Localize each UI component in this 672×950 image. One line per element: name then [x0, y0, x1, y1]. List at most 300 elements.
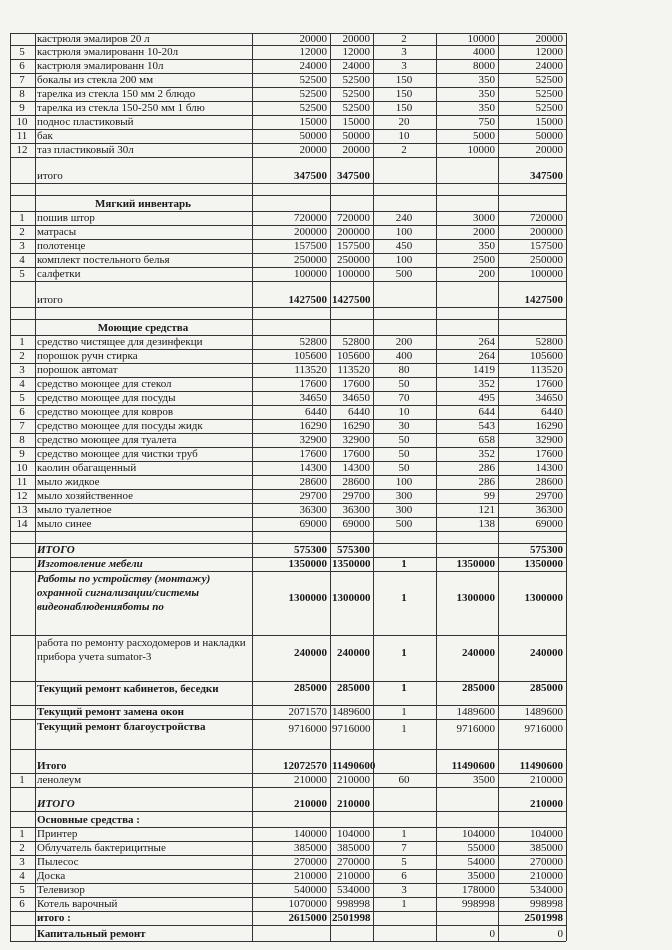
item-name: итого :: [37, 912, 71, 924]
item-name: средство моющее для посуды: [37, 392, 176, 404]
row-number: [12, 760, 32, 772]
planned-amount: 210000: [294, 870, 327, 882]
planned-amount: 720000: [294, 212, 327, 224]
planned-amount: 17600: [299, 448, 327, 460]
row-number: 11: [16, 476, 28, 488]
unit-price: 104000: [462, 828, 495, 840]
approved-amount: 20000: [342, 33, 370, 45]
total-amount: 1300000: [524, 592, 563, 604]
unit-price: 750: [478, 116, 495, 128]
total-amount: 32900: [535, 434, 563, 446]
quantity: 50: [398, 462, 410, 474]
unit-price: 1489600: [456, 706, 495, 718]
quantity: 1: [401, 828, 407, 840]
quantity: [375, 531, 433, 543]
quantity: 80: [398, 364, 410, 376]
item-name: порошок автомат: [37, 364, 118, 376]
row-number: [12, 307, 32, 319]
planned-amount: 28600: [299, 476, 327, 488]
approved-amount: 210000: [337, 870, 370, 882]
unit-price: 1300000: [456, 592, 495, 604]
unit-price: 1419: [473, 364, 495, 376]
grid-line-h: [10, 941, 566, 942]
row-number: 14: [16, 518, 28, 530]
unit-price: 285000: [462, 682, 495, 694]
total-amount: 34650: [535, 392, 563, 404]
planned-amount: 105600: [294, 350, 327, 362]
grid-line-h: [10, 925, 566, 926]
total-amount: [500, 183, 563, 195]
total-amount: 534000: [530, 884, 563, 896]
total-amount: 11490600: [519, 760, 563, 772]
row-number: 1: [19, 336, 25, 348]
total-amount: 17600: [535, 378, 563, 390]
total-amount: 50000: [535, 130, 563, 142]
total-amount: 20000: [535, 33, 563, 45]
item-name: пошив штор: [37, 212, 95, 224]
item-name: средство моющее для туалета: [37, 434, 177, 446]
item-name: ленолеум: [37, 774, 82, 786]
approved-amount: 240000: [337, 647, 370, 659]
total-amount: 100000: [530, 268, 563, 280]
unit-price: [438, 307, 495, 319]
planned-amount: [254, 307, 327, 319]
total-amount: 210000: [530, 798, 563, 810]
approved-amount: 575300: [337, 544, 370, 556]
item-name: [37, 531, 249, 543]
item-name: Капитальный ремонт: [37, 928, 146, 940]
quantity: 30: [398, 420, 410, 432]
total-amount: 385000: [530, 842, 563, 854]
planned-amount: 32900: [299, 434, 327, 446]
grid-line-v: [498, 33, 499, 941]
total-amount: 157500: [530, 240, 563, 252]
row-number: 4: [19, 378, 25, 390]
planned-amount: 16290: [299, 420, 327, 432]
row-number: 6: [19, 898, 25, 910]
approved-amount: 100000: [337, 268, 370, 280]
unit-price: 10000: [467, 144, 495, 156]
planned-amount: 29700: [299, 490, 327, 502]
unit-price: [438, 544, 495, 556]
approved-amount: 210000: [337, 798, 370, 810]
item-name: средство чистящее для дезинфекци: [37, 336, 203, 348]
unit-price: 54000: [467, 856, 495, 868]
item-name: Мягкий инвентарь: [95, 198, 191, 210]
row-number: [12, 723, 32, 735]
unit-price: 352: [478, 448, 495, 460]
item-name: мыло жидкое: [37, 476, 100, 488]
planned-amount: 20000: [299, 33, 327, 45]
approved-amount: 9716000: [332, 723, 371, 735]
quantity: 300: [395, 504, 413, 516]
quantity: [375, 322, 433, 334]
row-number: 10: [16, 116, 28, 128]
row-number: [12, 682, 32, 694]
planned-amount: 113520: [294, 364, 327, 376]
grid-line-h: [10, 281, 566, 282]
unit-price: 138: [478, 518, 495, 530]
quantity: [375, 760, 433, 772]
row-number: 7: [19, 74, 25, 86]
approved-amount: [332, 307, 370, 319]
total-amount: 347500: [530, 170, 563, 182]
quantity: 150: [395, 88, 413, 100]
item-name: итого: [37, 170, 63, 182]
row-number: 6: [19, 406, 25, 418]
quantity: 50: [398, 378, 410, 390]
grid-line-v: [330, 33, 331, 941]
unit-price: 286: [478, 476, 495, 488]
unit-price: 350: [478, 74, 495, 86]
unit-price: 350: [478, 88, 495, 100]
quantity: 500: [395, 268, 413, 280]
row-number: [12, 322, 32, 334]
planned-amount: 250000: [294, 254, 327, 266]
row-number: [12, 558, 32, 570]
planned-amount: 1070000: [288, 898, 327, 910]
row-number: 9: [19, 448, 25, 460]
planned-amount: 12072570: [283, 760, 327, 772]
quantity: 10: [398, 130, 410, 142]
item-name: кастрюля эмалированн 10-20л: [37, 46, 179, 58]
approved-amount: 50000: [342, 130, 370, 142]
item-name: средство моющее для стекол: [37, 378, 172, 390]
unit-price: 658: [478, 434, 495, 446]
row-number: [12, 592, 32, 604]
quantity: 100: [395, 226, 413, 238]
row-number: 11: [16, 130, 28, 142]
quantity: [375, 798, 433, 810]
approved-amount: 17600: [342, 448, 370, 460]
unit-price: [438, 531, 495, 543]
total-amount: 285000: [530, 682, 563, 694]
total-amount: 9716000: [524, 723, 563, 735]
approved-amount: 2501998: [332, 912, 371, 924]
row-number: 5: [19, 46, 25, 58]
planned-amount: 52800: [299, 336, 327, 348]
planned-amount: [254, 531, 327, 543]
planned-amount: 6440: [305, 406, 327, 418]
quantity: 6: [401, 870, 407, 882]
quantity: 450: [395, 240, 413, 252]
total-amount: 69000: [535, 518, 563, 530]
planned-amount: 15000: [299, 116, 327, 128]
unit-price: 10000: [467, 33, 495, 45]
approved-amount: 534000: [337, 884, 370, 896]
total-amount: 52500: [535, 102, 563, 114]
item-name: Моющие средства: [97, 322, 189, 334]
planned-amount: 240000: [294, 647, 327, 659]
item-name: ИТОГО: [37, 798, 75, 810]
planned-amount: 12000: [299, 46, 327, 58]
item-name: Основные средства :: [37, 814, 140, 826]
quantity: 60: [398, 774, 410, 786]
item-name: кастрюля эмалиров 20 л: [37, 33, 150, 45]
row-number: 4: [19, 254, 25, 266]
approved-amount: 347500: [337, 170, 370, 182]
item-name: тарелка из стекла 150-250 мм 1 блю: [37, 102, 205, 114]
item-name: мыло туалетное: [37, 504, 112, 516]
row-number: 10: [16, 462, 28, 474]
quantity: 1: [401, 706, 407, 718]
item-name: каолин обагащенный: [37, 462, 137, 474]
total-amount: [500, 814, 563, 826]
total-amount: [500, 531, 563, 543]
quantity: [375, 294, 433, 306]
unit-price: 99: [484, 490, 495, 502]
total-amount: 2501998: [524, 912, 563, 924]
total-amount: 1427500: [524, 294, 563, 306]
row-number: 3: [19, 856, 25, 868]
planned-amount: [254, 183, 327, 195]
approved-amount: 12000: [342, 46, 370, 58]
unit-price: 2000: [473, 226, 495, 238]
planned-amount: 9716000: [288, 723, 327, 735]
planned-amount: 24000: [299, 60, 327, 72]
quantity: 3: [401, 60, 407, 72]
row-number: [12, 647, 32, 659]
quantity: 1: [401, 592, 407, 604]
row-number: 9: [19, 102, 25, 114]
planned-amount: 210000: [294, 798, 327, 810]
quantity: 150: [395, 74, 413, 86]
quantity: 1: [401, 723, 407, 735]
unit-price: 350: [478, 102, 495, 114]
row-number: 1: [19, 212, 25, 224]
unit-price: 9716000: [456, 723, 495, 735]
item-name: Принтер: [37, 828, 78, 840]
row-number: 3: [19, 240, 25, 252]
item-name: Облучатель бактерицитные: [37, 842, 166, 854]
approved-amount: 1427500: [332, 294, 371, 306]
planned-amount: [254, 198, 327, 210]
planned-amount: [254, 814, 327, 826]
approved-amount: 113520: [337, 364, 370, 376]
planned-amount: 210000: [294, 774, 327, 786]
approved-amount: 36300: [342, 504, 370, 516]
total-amount: 200000: [530, 226, 563, 238]
grid-line-h: [10, 195, 566, 196]
approved-amount: 157500: [337, 240, 370, 252]
unit-price: 5000: [473, 130, 495, 142]
item-name: работа по ремонту расходомеров и накладки прибора учета sumator-3: [37, 637, 246, 663]
item-name: комплект постельного белья: [37, 254, 170, 266]
item-name: ИТОГО: [37, 544, 75, 556]
total-amount: 52500: [535, 74, 563, 86]
approved-amount: 24000: [342, 60, 370, 72]
planned-amount: 20000: [299, 144, 327, 156]
unit-price: [438, 814, 495, 826]
total-amount: 6440: [541, 406, 563, 418]
item-name: средство моющее для ковров: [37, 406, 174, 418]
row-number: [12, 544, 32, 556]
unit-price: [438, 798, 495, 810]
planned-amount: 2615000: [288, 912, 327, 924]
total-amount: 29700: [535, 490, 563, 502]
total-amount: 250000: [530, 254, 563, 266]
row-number: 8: [19, 434, 25, 446]
item-name: таз пластиковый 30л: [37, 144, 134, 156]
quantity: 20: [398, 116, 410, 128]
planned-amount: 52500: [299, 102, 327, 114]
item-name: бокалы из стекла 200 мм: [37, 74, 154, 86]
unit-price: 352: [478, 378, 495, 390]
row-number: 5: [19, 884, 25, 896]
approved-amount: 6440: [348, 406, 370, 418]
grid-line-h: [10, 787, 566, 788]
approved-amount: 104000: [337, 828, 370, 840]
quantity: 240: [395, 212, 413, 224]
planned-amount: 157500: [294, 240, 327, 252]
item-name: салфетки: [37, 268, 81, 280]
unit-price: 998998: [462, 898, 495, 910]
total-amount: 104000: [530, 828, 563, 840]
approved-amount: 1350000: [332, 558, 371, 570]
item-name: Пылесос: [37, 856, 79, 868]
row-number: 2: [19, 350, 25, 362]
quantity: 70: [398, 392, 410, 404]
grid-line-h: [10, 811, 566, 812]
total-amount: 1350000: [524, 558, 563, 570]
approved-amount: [332, 198, 370, 210]
approved-amount: 105600: [337, 350, 370, 362]
row-number: 8: [19, 88, 25, 100]
approved-amount: 998998: [337, 898, 370, 910]
planned-amount: 200000: [294, 226, 327, 238]
planned-amount: 1300000: [288, 592, 327, 604]
row-number: 1: [19, 828, 25, 840]
total-amount: [500, 322, 563, 334]
row-number: 2: [19, 842, 25, 854]
row-number: 5: [19, 268, 25, 280]
row-number: [12, 531, 32, 543]
unit-price: 286: [478, 462, 495, 474]
quantity: 3: [401, 46, 407, 58]
item-name: Текущий ремонт благоустройства: [37, 721, 206, 733]
quantity: 10: [398, 406, 410, 418]
planned-amount: 14300: [299, 462, 327, 474]
row-number: [12, 912, 32, 924]
item-name: мыло синее: [37, 518, 92, 530]
item-name: Текущий ремонт кабинетов, беседки: [37, 683, 219, 695]
unit-price: 11490600: [451, 760, 495, 772]
planned-amount: 34650: [299, 392, 327, 404]
quantity: 1: [401, 898, 407, 910]
total-amount: 575300: [530, 544, 563, 556]
item-name: Котель варочный: [37, 898, 118, 910]
planned-amount: 270000: [294, 856, 327, 868]
unit-price: 2500: [473, 254, 495, 266]
grid-line-v: [10, 33, 11, 941]
row-number: 3: [19, 364, 25, 376]
total-amount: 113520: [530, 364, 563, 376]
approved-amount: 32900: [342, 434, 370, 446]
planned-amount: 36300: [299, 504, 327, 516]
item-name: Работы по устройству (монтажу) охранной сигнализации/системы видеонаблюденияботы по: [37, 573, 211, 613]
approved-amount: 14300: [342, 462, 370, 474]
unit-price: 55000: [467, 842, 495, 854]
total-amount: 1489600: [524, 706, 563, 718]
total-amount: 14300: [535, 462, 563, 474]
grid-line-h: [10, 157, 566, 158]
total-amount: 105600: [530, 350, 563, 362]
approved-amount: 16290: [342, 420, 370, 432]
approved-amount: [332, 531, 370, 543]
total-amount: 52800: [535, 336, 563, 348]
item-name: поднос пластиковый: [37, 116, 134, 128]
item-name: Доска: [37, 870, 66, 882]
planned-amount: 285000: [294, 682, 327, 694]
approved-amount: 11490600: [332, 760, 376, 772]
total-amount: 240000: [530, 647, 563, 659]
planned-amount: 1427500: [288, 294, 327, 306]
item-name: Итого: [37, 760, 67, 772]
unit-price: 240000: [462, 647, 495, 659]
item-name: [37, 307, 249, 319]
planned-amount: 17600: [299, 378, 327, 390]
item-name: средство моющее для посуды жидк: [37, 420, 203, 432]
quantity: 200: [395, 336, 413, 348]
row-number: 6: [19, 60, 25, 72]
unit-price: [438, 170, 495, 182]
approved-amount: 15000: [342, 116, 370, 128]
total-amount: 17600: [535, 448, 563, 460]
quantity: 100: [395, 476, 413, 488]
total-amount: 0: [557, 928, 563, 940]
total-amount: 36300: [535, 504, 563, 516]
item-name: матрасы: [37, 226, 77, 238]
approved-amount: 29700: [342, 490, 370, 502]
quantity: 50: [398, 448, 410, 460]
unit-price: 495: [478, 392, 495, 404]
planned-amount: 575300: [294, 544, 327, 556]
unit-price: 8000: [473, 60, 495, 72]
approved-amount: 385000: [337, 842, 370, 854]
quantity: [375, 198, 433, 210]
unit-price: 3000: [473, 212, 495, 224]
approved-amount: 720000: [337, 212, 370, 224]
unit-price: 644: [478, 406, 495, 418]
item-name: мыло хозяйственное: [37, 490, 133, 502]
total-amount: [500, 307, 563, 319]
unit-price: 1350000: [456, 558, 495, 570]
approved-amount: 52800: [342, 336, 370, 348]
quantity: [375, 183, 433, 195]
unit-price: 35000: [467, 870, 495, 882]
quantity: 50: [398, 434, 410, 446]
row-number: [12, 814, 32, 826]
quantity: [375, 170, 433, 182]
planned-amount: 2071570: [288, 706, 327, 718]
quantity: [375, 544, 433, 556]
row-number: 1: [19, 774, 25, 786]
unit-price: 0: [489, 928, 495, 940]
row-number: [12, 33, 32, 45]
approved-amount: 250000: [337, 254, 370, 266]
approved-amount: 52500: [342, 74, 370, 86]
row-number: [12, 294, 32, 306]
approved-amount: [332, 928, 370, 940]
quantity: 1: [401, 647, 407, 659]
row-number: [12, 183, 32, 195]
quantity: 300: [395, 490, 413, 502]
quantity: 400: [395, 350, 413, 362]
row-number: [12, 798, 32, 810]
item-name: тарелка из стекла 150 мм 2 блюдо: [37, 88, 196, 100]
grid-line-h: [10, 749, 566, 750]
item-name: кастрюля эмалированн 10л: [37, 60, 164, 72]
